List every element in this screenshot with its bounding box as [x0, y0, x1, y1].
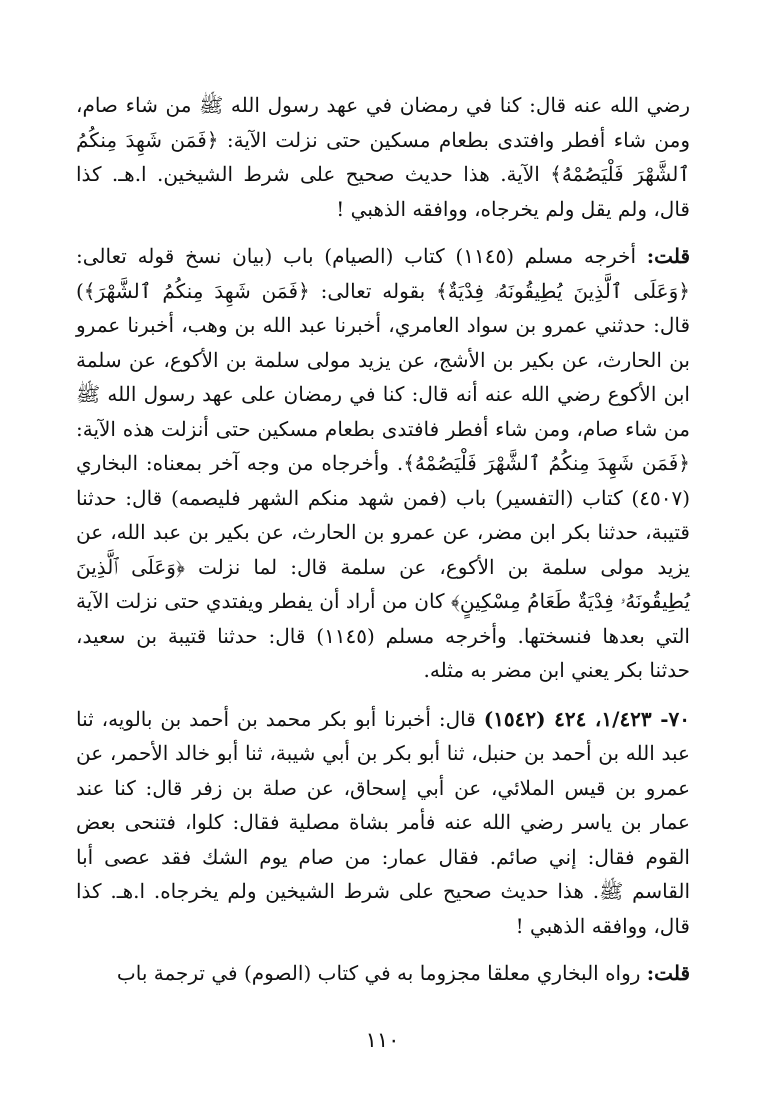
paragraph-3 — [76, 702, 690, 944]
paragraph-3-lead: ٧٠- ١/٤٢٣، ٤٢٤ (١٥٤٢) — [483, 706, 690, 731]
paragraph-2 — [76, 239, 690, 688]
paragraph-4 — [76, 956, 690, 991]
page-number: ١١٠ — [365, 1028, 400, 1052]
paragraph-2-text: أخرجه مسلم (١١٤٥) كتاب (الصيام) باب (بيان نسخ قوله تعالى: ﴿وَعَلَى ٱلَّذِينَ يُطِيقُونَهُۥ فِدْيَةٌ﴾ بقوله تعالى: ﴿فَمَن شَهِدَ مِنكُمُ ٱلشَّهْرَ﴾) قال: حدثني عمرو بن سواد العامري، أخبرنا عبد الله بن وهب، أخبرنا عمرو بن الحارث، عن بكير بن الأشج، عن يزيد مولى سلمة بن الأكوع، عن سلمة ابن الأكوع رضي الله عنه أنه قال: كنا في رمضان على عهد رسول الله ﷺ من شاء صام، ومن شاء أفطر فافتدى بطعام مسكين حتى أنزلت هذه الآية: ﴿فَمَن شَهِدَ مِنكُمُ ٱلشَّهْرَ فَلْيَصُمْهُ﴾. وأخرجاه من وجه آخر بمعناه: البخاري (٤٥٠٧) كتاب (التفسير) باب (فمن شهد منكم الشهر فليصمه) قال: حدثنا قتيبة، حدثنا بكر ابن مضر، عن عمرو بن الحارث، عن بكير بن عبد الله، عن يزيد مولى سلمة بن الأكوع، عن سلمة قال: لما نزلت ﴿وَعَلَى ٱلَّذِينَ يُطِيقُونَهُۥ فِدْيَةٌ طَعَامُ مِسْكِينٍ﴾ كان من أراد أن يفطر ويفتدي حتى نزلت الآية التي بعدها فنسختها. وأخرجه مسلم (١١٤٥) قال: حدثنا قتيبة بن سعيد، حدثنا بكر يعني ابن مضر به مثله. — [76, 244, 690, 682]
paragraph-3-text: قال: أخبرنا أبو بكر محمد بن أحمد بن بالويه، ثنا عبد الله بن أحمد بن حنبل، ثنا أبو بكر بن أبي شيبة، ثنا أبو خالد الأحمر، عن عمرو بن قيس الملائي، عن أبي إسحاق، عن صلة بن زفر قال: كنا عند عمار بن ياسر رضي الله عنه فأمر بشاة مصلية فقال: كلوا، فتنحى بعض القوم فقال: إني صائم. فقال عمار: من صام يوم الشك فقد عصى أبا القاسم ﷺ. هذا حديث صحيح على شرط الشيخين ولم يخرجاه. ا.هـ. كذا قال، ووافقه الذهبي ! — [76, 706, 690, 938]
paragraph-2-lead: قلت: — [646, 244, 690, 268]
page-body — [76, 88, 690, 991]
paragraph-4-text: رواه البخاري معلقا مجزوما به في كتاب (الصوم) في ترجمة باب — [116, 961, 647, 985]
paragraph-1 — [76, 88, 690, 226]
paragraph-1-text: رضي الله عنه قال: كنا في رمضان في عهد رسول الله ﷺ من شاء صام، ومن شاء أفطر وافتدى بطعام مسكين حتى نزلت الآية: ﴿فَمَن شَهِدَ مِنكُمُ ٱلشَّهْرَ فَلْيَصُمْهُ﴾ الآية. هذا حديث صحيح على شرط الشيخين. ا.هـ. كذا قال، ولم يقل ولم يخرجاه، ووافقه الذهبي ! — [76, 93, 690, 221]
paragraph-4-lead: قلت: — [646, 961, 690, 985]
